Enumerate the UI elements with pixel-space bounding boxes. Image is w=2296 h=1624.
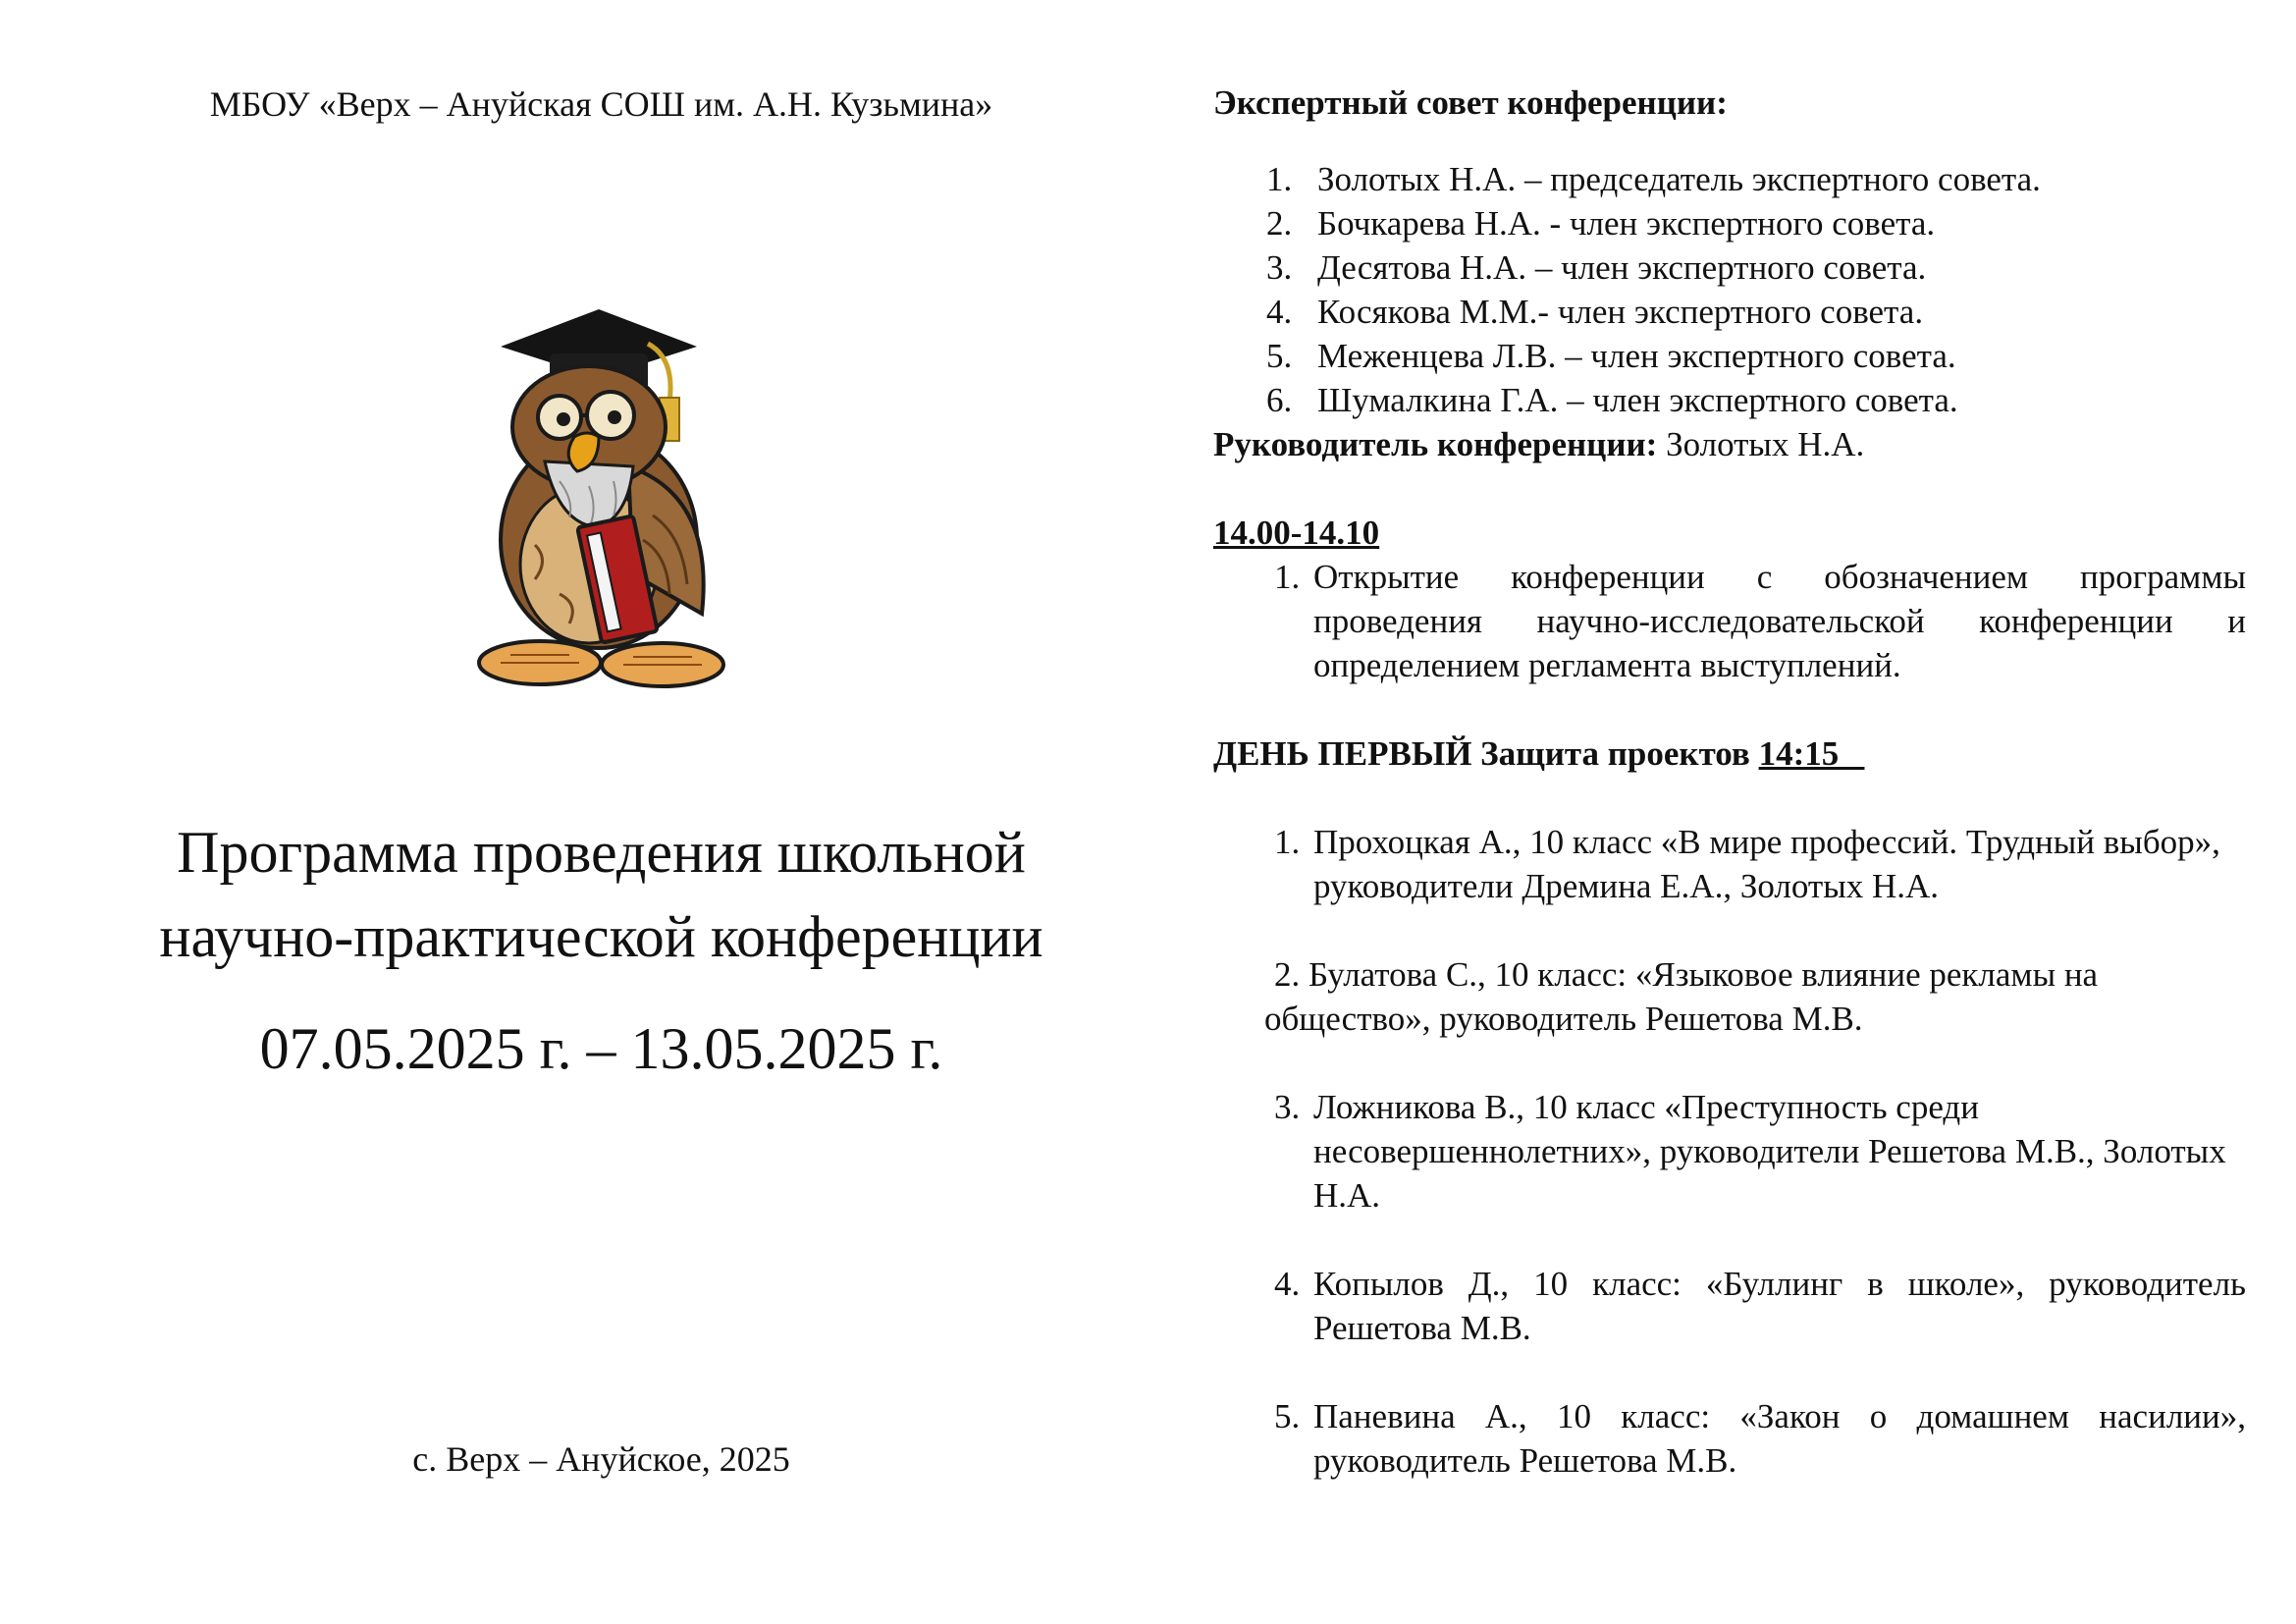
place-year: с. Верх – Ануйское, 2025 — [412, 1439, 790, 1479]
right-page — [1148, 0, 2296, 1624]
council-member: 3. Десятова Н.А. – член экспертного совета. — [1266, 248, 1927, 287]
opening-item: 1. Открытие конференции с обозначением программы проведения научно-исследовательской конференции и определением регламента выступлений. — [1274, 558, 2246, 684]
conference-leader — [1213, 422, 2296, 466]
program-title — [0, 810, 1202, 979]
council-member: 1. Золотых Н.А. – председатель экспертного совета. — [1266, 160, 2041, 198]
project-item: 2. Булатова С., 10 класс: «Языковое влияние рекламы на общество», руководитель Решетова М.В. — [1264, 955, 2099, 1038]
owl-graduate-illustration — [452, 299, 746, 702]
council-member: 6. Шумалкина Г.А. – член экспертного совета. — [1266, 381, 1958, 419]
leader-label: Руководитель конференции: — [1213, 425, 1658, 463]
project-item: 3. Ложникова В., 10 класс «Преступность среди несовершеннолетних», руководители Решетова М.В., Золотых Н.А. — [1274, 1088, 2226, 1215]
owl-icon — [452, 299, 746, 702]
council-list — [1266, 157, 2041, 422]
day-time: 14:15 — [1758, 734, 1865, 773]
program-title-line2: научно-практической конференции — [159, 904, 1043, 969]
council-member: 2. Бочкарева Н.А. - член экспертного совета. — [1266, 204, 1936, 243]
project-item: 1. Прохоцкая А., 10 класс «В мире профессий. Трудный выбор», руководители Дремина Е.А., Золотых Н.А. — [1274, 823, 2220, 905]
council-member: 5. Меженцева Л.В. – член экспертного совета. — [1266, 337, 1956, 375]
council-heading: Экспертный совет конференции: — [1213, 83, 1728, 122]
leader-name: Золотых Н.А. — [1657, 425, 1865, 463]
school-name: МБОУ «Верх – Ануйская СОШ им. А.Н. Кузьмина» — [209, 84, 993, 124]
day-heading: ДЕНЬ ПЕРВЫЙ Защита проектов 14:15 — [1213, 734, 1865, 773]
project-item: 4. Копылов Д., 10 класс: «Буллинг в школе», руководитель Решетова М.В. — [1274, 1265, 2246, 1347]
program-dates: 07.05.2025 г. – 13.05.2025 г. — [259, 1016, 943, 1081]
opening-time: 14.00-14.10 — [1213, 514, 1380, 552]
project-item: 5. Паневина А., 10 класс: «Закон о домашнем насилии», руководитель Решетова М.В. — [1274, 1397, 2246, 1480]
council-member: 4. Косякова М.М.- член экспертного совета. — [1266, 293, 1924, 331]
program-title-line1: Программа проведения школьной — [177, 820, 1026, 885]
